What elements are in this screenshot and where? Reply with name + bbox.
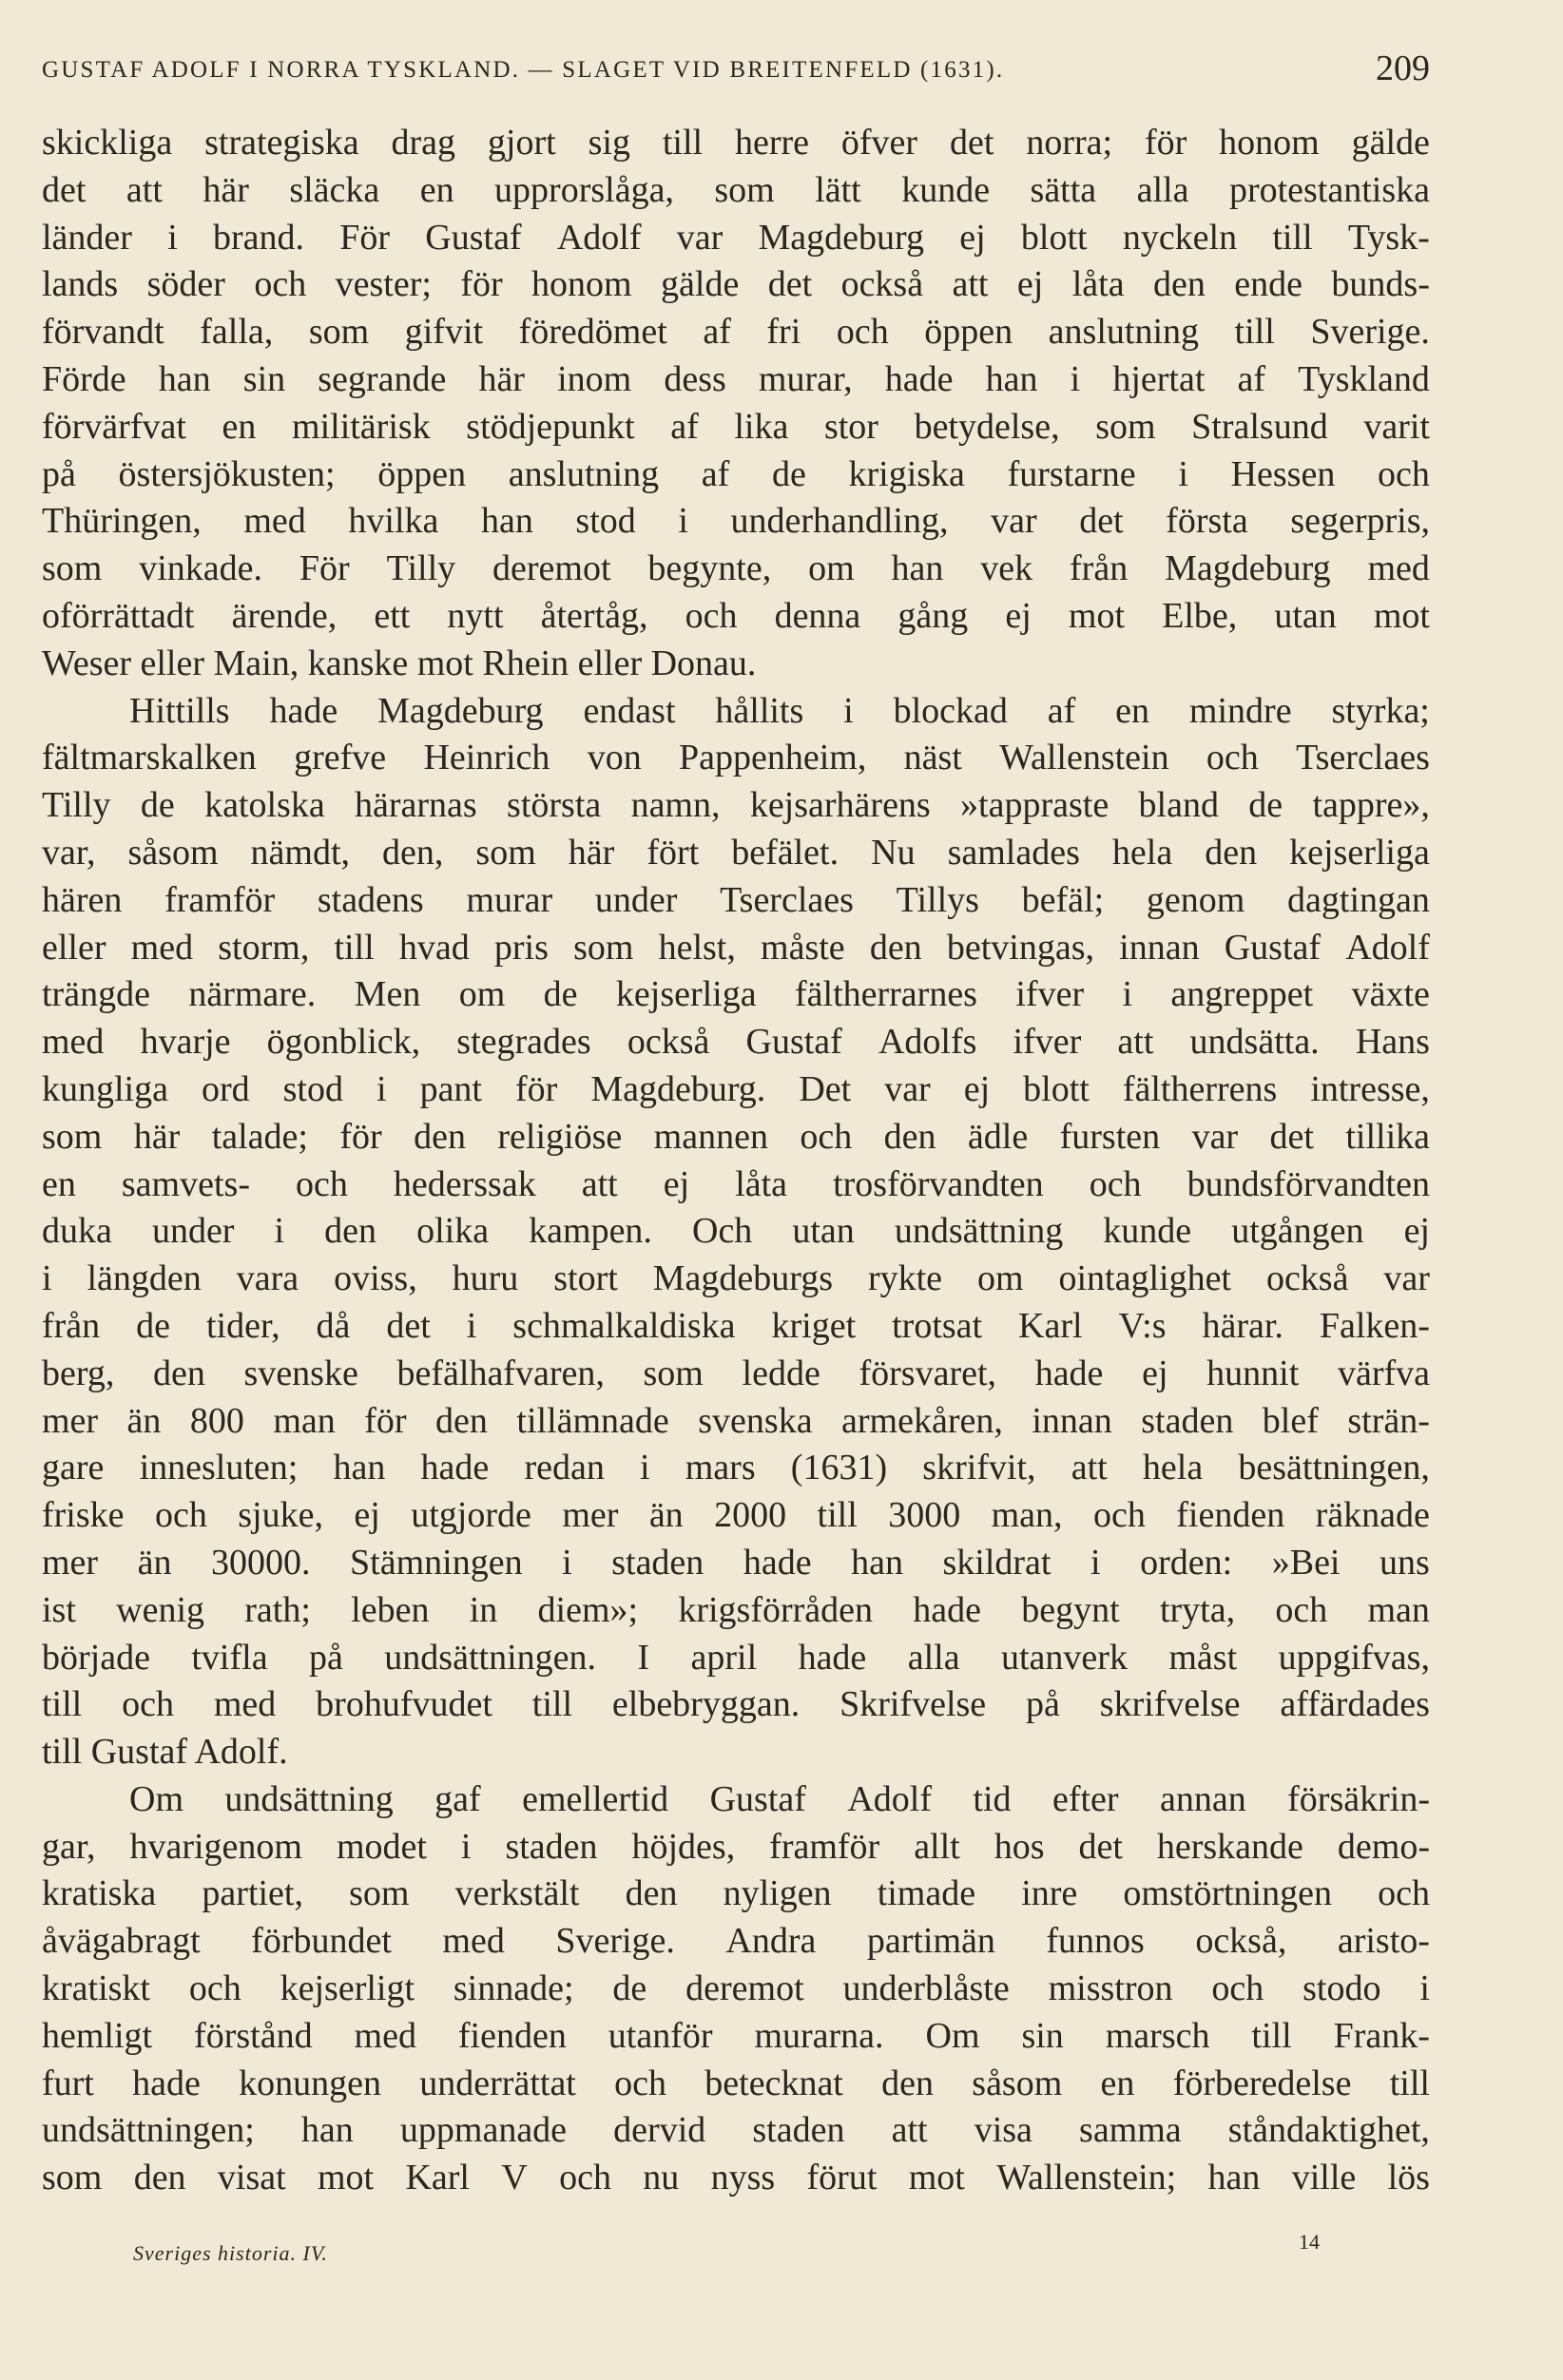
text-line: Tilly de katolska härarnas största namn, kejsarhärens »tappraste bland de tappre», bbox=[42, 785, 1430, 826]
sheet-number: 14 bbox=[1299, 2230, 1320, 2254]
text-line: hemligt förstånd med fienden utanför murarna. Om sin marsch till Frank- bbox=[42, 2015, 1430, 2056]
text-line: på östersjökusten; öppen anslutning af de krigiska furstarne i Hessen och bbox=[42, 453, 1430, 494]
text-line: förvärfvat en militärisk stödjepunkt af lika stor betydelse, som Stralsund varit bbox=[42, 406, 1430, 447]
text-line: fältmarskalken grefve Heinrich von Pappenheim, näst Wallenstein och Tserclaes bbox=[42, 738, 1430, 778]
text-line: med hvarje ögonblick, stegrades också Gustaf Adolfs ifver att undsätta. Hans bbox=[42, 1022, 1430, 1063]
page-footer bbox=[42, 2230, 1430, 2268]
footer-signature: Sveriges historia. IV. bbox=[133, 2241, 328, 2265]
text-line: började tvifla på undsättningen. I april hade alla utanverk måst uppgifvas, bbox=[42, 1637, 1430, 1678]
page-number: 209 bbox=[1376, 48, 1430, 88]
text-line: eller med storm, till hvad pris som helst, måste den betvingas, innan Gustaf Adolf bbox=[42, 927, 1430, 968]
text-line: som den visat mot Karl V och nu nyss förut mot Wallenstein; han ville lös bbox=[42, 2158, 1430, 2198]
text-line: en samvets- och hederssak att ej låta trosförvandten och bundsförvandten bbox=[42, 1163, 1430, 1204]
text-line: berg, den svenske befälhafvaren, som ledde försvaret, hade ej hunnit värfva bbox=[42, 1353, 1430, 1393]
text-line: var, såsom nämdt, den, som här fört befälet. Nu samlades hela den kejserliga bbox=[42, 832, 1430, 873]
text-line: skickliga strategiska drag gjort sig till herre öfver det norra; för honom gälde bbox=[42, 123, 1430, 163]
text-line: som vinkade. För Tilly deremot begynte, om han vek från Magdeburg med bbox=[42, 548, 1430, 589]
text-line: undsättningen; han uppmanade dervid staden att visa samma ståndaktighet, bbox=[42, 2110, 1430, 2151]
text-line: i längden vara oviss, huru stort Magdeburgs rykte om ointaglighet också var bbox=[42, 1258, 1430, 1299]
text-line: kungliga ord stod i pant för Magdeburg. Det var ej blott fältherrens intresse, bbox=[42, 1068, 1430, 1109]
text-line: till Gustaf Adolf. bbox=[42, 1732, 288, 1773]
text-line: kratiskt och kejserligt sinnade; de deremot underblåste misstron och stodo i bbox=[42, 1968, 1430, 2009]
text-line: åvägabragt förbundet med Sverige. Andra partimän funnos också, aristo- bbox=[42, 1921, 1430, 1962]
text-line: länder i brand. För Gustaf Adolf var Magdeburg ej blott nyckeln till Tysk- bbox=[42, 217, 1430, 258]
text-line: Förde han sin segrande här inom dess murar, hade han i hjertat af Tyskland bbox=[42, 358, 1430, 399]
running-header bbox=[42, 48, 1430, 101]
text-line: mer än 30000. Stämningen i staden hade han skildrat i orden: »Bei uns bbox=[42, 1542, 1430, 1583]
text-line: förvandt falla, som gifvit föredömet af fri och öppen anslutning till Sverige. bbox=[42, 312, 1430, 353]
text-line: till och med brohufvudet till elbebryggan. Skrifvelse på skrifvelse affärdades bbox=[42, 1684, 1430, 1725]
text-line: från de tider, då det i schmalkaldiska kriget trotsat Karl V:s härar. Falken- bbox=[42, 1305, 1430, 1346]
text-line: duka under i den olika kampen. Och utan undsättning kunde utgången ej bbox=[42, 1211, 1430, 1252]
text-line: Hittills hade Magdeburg endast hållits i blockad af en mindre styrka; bbox=[129, 690, 1430, 731]
text-line: trängde närmare. Men om de kejserliga fältherrarnes ifver i angreppet växte bbox=[42, 974, 1430, 1015]
text-line: Weser eller Main, kanske mot Rhein eller Donau. bbox=[42, 643, 757, 683]
text-line: ist wenig rath; leben in diem»; krigsförråden hade begynt tryta, och man bbox=[42, 1589, 1430, 1630]
text-line: gare innesluten; han hade redan i mars (1631) skrifvit, att hela besättningen, bbox=[42, 1448, 1430, 1488]
text-line: det att här släcka en upprorslåga, som lätt kunde sätta alla protestantiska bbox=[42, 169, 1430, 210]
text-line: oförrättadt ärende, ett nytt återtåg, och denna gång ej mot Elbe, utan mot bbox=[42, 595, 1430, 636]
text-line: kratiska partiet, som verkstält den nyligen timade inre omstörtningen och bbox=[42, 1873, 1430, 1914]
header-title: GUSTAF ADOLF I NORRA TYSKLAND. — SLAGET VID BREITENFELD (1631). bbox=[42, 57, 1005, 83]
text-line: mer än 800 man för den tillämnade svenska armekåren, innan staden blef strän- bbox=[42, 1400, 1430, 1441]
book-page bbox=[42, 0, 1430, 2380]
text-line: som här talade; för den religiöse mannen och den ädle fursten var det tillika bbox=[42, 1116, 1430, 1157]
text-line: lands söder och vester; för honom gälde det också att ej låta den ende bunds- bbox=[42, 264, 1430, 305]
text-line: Om undsättning gaf emellertid Gustaf Adolf tid efter annan försäkrin- bbox=[129, 1778, 1430, 1819]
text-line: hären framför stadens murar under Tserclaes Tillys befäl; genom dagtingan bbox=[42, 879, 1430, 920]
text-line: gar, hvarigenom modet i staden höjdes, framför allt hos det herskande demo- bbox=[42, 1826, 1430, 1867]
body-text bbox=[42, 120, 1430, 2202]
text-line: furt hade konungen underrättat och betecknat den såsom en förberedelse till bbox=[42, 2063, 1430, 2103]
text-line: friske och sjuke, ej utgjorde mer än 2000 till 3000 man, och fienden räknade bbox=[42, 1495, 1430, 1536]
text-line: Thüringen, med hvilka han stod i underhandling, var det första segerpris, bbox=[42, 501, 1430, 542]
